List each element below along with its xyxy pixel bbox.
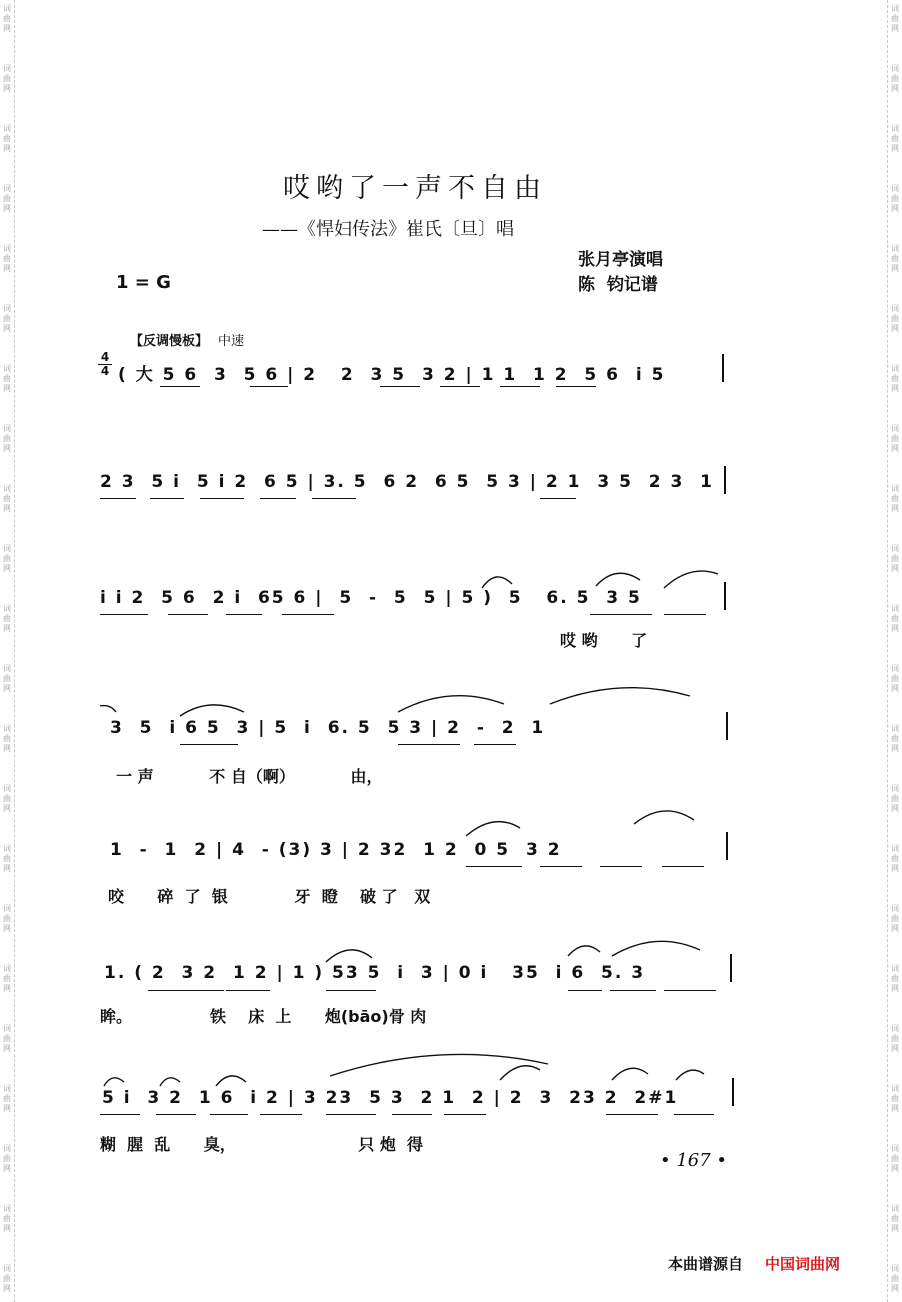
lyrics-line-3: 哎 哟 了	[560, 631, 647, 650]
rhythm-underline	[282, 614, 334, 615]
score-system-6: 1. ( 2 3 2 1 2 | 1 ) 53 5 i 3 | 0 i 35 i 6 5. 3	[104, 963, 646, 983]
watermark-text: 词 曲 网	[3, 184, 11, 213]
rhythm-underline	[100, 614, 148, 615]
watermark-text: 词 曲 网	[3, 484, 11, 513]
watermark-text: 词 曲 网	[891, 1024, 899, 1053]
slur-arc	[104, 1078, 124, 1086]
watermark-text: 词 曲 网	[891, 1084, 899, 1113]
watermark-text: 词 曲 网	[891, 544, 899, 573]
bar-line	[726, 832, 728, 860]
watermark-text: 词 曲 网	[3, 544, 11, 573]
score-system-3: i i 2 5 6 2 i 65 6 | 5 - 5 5 | 5 ) 5 6. 5 3 5	[100, 588, 642, 608]
slur-arc	[550, 688, 690, 704]
slur-arc	[596, 573, 640, 586]
slur-arc	[326, 950, 372, 962]
rhythm-underline	[392, 1114, 432, 1115]
right-watermark-strip	[887, 0, 902, 1302]
rhythm-underline	[440, 386, 480, 387]
watermark-text: 词 曲 网	[891, 244, 899, 273]
slur-arc	[466, 822, 520, 836]
slur-arc	[100, 706, 116, 712]
rhythm-underline	[326, 1114, 376, 1115]
rhythm-underline	[168, 614, 208, 615]
watermark-text: 词 曲 网	[891, 364, 899, 393]
watermark-text: 词 曲 网	[3, 244, 11, 273]
slur-arc	[612, 941, 700, 956]
rhythm-underline	[610, 990, 656, 991]
watermark-text: 词 曲 网	[3, 844, 11, 873]
tempo-marking	[130, 330, 244, 349]
bar-line	[724, 582, 726, 610]
rhythm-underline	[226, 990, 270, 991]
watermark-text: 词 曲 网	[891, 1204, 899, 1233]
watermark-text: 词 曲 网	[891, 844, 899, 873]
rhythm-underline	[150, 498, 184, 499]
performer-credit: 张月亭演唱	[578, 250, 663, 270]
watermark-text: 词 曲 网	[3, 904, 11, 933]
watermark-text: 词 曲 网	[891, 424, 899, 453]
lyrics-line-5: 咬 碎 了 银 牙 瞪 破 了 双	[108, 887, 431, 906]
watermark-text: 词 曲 网	[891, 4, 899, 33]
watermark-text: 词 曲 网	[891, 484, 899, 513]
score-system-4: 3 5 i 6 5 3 | 5 i 6. 5 5 3 | 2 - 2 1	[110, 718, 546, 738]
watermark-text: 词 曲 网	[891, 784, 899, 813]
rhythm-underline	[380, 386, 420, 387]
rhythm-underline	[398, 744, 460, 745]
watermark-text: 词 曲 网	[891, 184, 899, 213]
watermark-text: 词 曲 网	[3, 64, 11, 93]
slur-arc	[482, 577, 512, 588]
rhythm-underline	[590, 614, 652, 615]
rhythm-underline	[444, 1114, 486, 1115]
watermark-text: 词 曲 网	[891, 664, 899, 693]
watermark-text: 词 曲 网	[891, 1264, 899, 1293]
watermark-text: 词 曲 网	[891, 64, 899, 93]
slur-arc	[398, 696, 504, 712]
time-signature-bottom: 4	[100, 364, 110, 378]
credits	[578, 248, 663, 298]
bar-line	[722, 354, 724, 382]
watermark-text: 词 曲 网	[3, 1084, 11, 1113]
lyrics-line-6: 眸。 铁 床 上 炮(bāo)骨 肉	[100, 1007, 427, 1026]
source-footer	[668, 1253, 840, 1274]
score-system-5: 1 - 1 2 | 4 - (3) 3 | 2 32 1 2 0 5 3 2	[110, 840, 562, 860]
watermark-text: 词 曲 网	[3, 424, 11, 453]
rhythm-underline	[312, 498, 356, 499]
watermark-text: 词 曲 网	[3, 1144, 11, 1173]
watermark-text: 词 曲 网	[3, 1204, 11, 1233]
rhythm-underline	[540, 866, 582, 867]
rhythm-underline	[600, 866, 642, 867]
time-signature-top: 4	[100, 350, 110, 364]
watermark-text: 词 曲 网	[891, 964, 899, 993]
watermark-text: 词 曲 网	[3, 784, 11, 813]
rhythm-underline	[260, 1114, 302, 1115]
rhythm-underline	[500, 386, 540, 387]
footer-brand-link[interactable]: 中国词曲网	[765, 1255, 841, 1273]
watermark-text: 词 曲 网	[3, 364, 11, 393]
tempo-speed: 中速	[218, 334, 245, 349]
key-signature: 1 = G	[116, 272, 171, 293]
rhythm-underline	[226, 614, 262, 615]
watermark-text: 词 曲 网	[891, 1144, 899, 1173]
transcriber-credit: 陈 钧记谱	[578, 275, 658, 295]
rhythm-underline	[674, 1114, 714, 1115]
tempo-label: 【反调慢板】	[130, 334, 209, 349]
rhythm-underline	[180, 744, 238, 745]
slur-arc	[500, 1066, 540, 1080]
rhythm-underline	[556, 386, 596, 387]
rhythm-underline	[148, 990, 224, 991]
footer-source-label: 本曲谱源自	[668, 1255, 744, 1273]
watermark-text: 词 曲 网	[3, 724, 11, 753]
score-system-2: 2 3 5 i 5 i 2 6 5 | 3. 5 6 2 6 5 5 3 | 2 1 3 5 2 3 1	[100, 472, 714, 492]
rhythm-underline	[250, 386, 288, 387]
watermark-text: 词 曲 网	[3, 124, 11, 153]
rhythm-underline	[200, 498, 244, 499]
watermark-text: 词 曲 网	[3, 964, 11, 993]
watermark-text: 词 曲 网	[891, 124, 899, 153]
score-system-1: ( 大 5 6 3 5 6 | 2 2 3 5 3 2 | 1 1 1 2 5 6 i 5	[118, 365, 666, 385]
score-system-7: 5 i 3 2 1 6 i 2 | 3 23 5 3 2 1 2 | 2 3 23 2 2#1	[102, 1088, 679, 1108]
watermark-text: 词 曲 网	[3, 1024, 11, 1053]
slur-arc	[568, 946, 600, 956]
watermark-text: 词 曲 网	[3, 304, 11, 333]
watermark-text: 词 曲 网	[3, 1264, 11, 1293]
time-signature	[98, 351, 112, 378]
rhythm-underline	[156, 1114, 196, 1115]
watermark-text: 词 曲 网	[3, 604, 11, 633]
watermark-text: 词 曲 网	[3, 4, 11, 33]
watermark-text: 词 曲 网	[891, 304, 899, 333]
rhythm-underline	[540, 498, 576, 499]
rhythm-underline	[664, 990, 716, 991]
page-number: • 167 •	[660, 1150, 728, 1171]
bar-line	[730, 954, 732, 982]
watermark-text: 词 曲 网	[891, 604, 899, 633]
rhythm-underline	[664, 614, 706, 615]
bar-line	[726, 712, 728, 740]
lyrics-line-4: 一 声 不 自（啊） 由，	[116, 767, 383, 786]
rhythm-underline	[100, 498, 136, 499]
slur-arc	[664, 571, 718, 588]
slur-arc	[180, 705, 244, 716]
slur-arc	[634, 811, 694, 824]
slur-arc	[160, 1078, 180, 1086]
rhythm-underline	[474, 744, 516, 745]
rhythm-underline	[210, 1114, 248, 1115]
rhythm-underline	[568, 990, 602, 991]
slur-arc	[330, 1054, 548, 1076]
rhythm-underline	[260, 498, 296, 499]
rhythm-underline	[466, 866, 522, 867]
rhythm-underline	[662, 866, 704, 867]
slur-arc	[612, 1068, 648, 1080]
watermark-text: 词 曲 网	[3, 664, 11, 693]
song-title: 哎哟了一声不自由	[283, 173, 547, 204]
bar-line	[724, 466, 726, 494]
slur-arc	[676, 1070, 704, 1080]
song-subtitle: ——《悍妇传法》崔氏〔旦〕唱	[262, 219, 514, 240]
watermark-text: 词 曲 网	[891, 904, 899, 933]
rhythm-underline	[160, 386, 200, 387]
lyrics-line-7: 糊 腥 乱 臭， 只 炮 得	[100, 1135, 423, 1154]
watermark-text: 词 曲 网	[891, 724, 899, 753]
bar-line	[732, 1078, 734, 1106]
rhythm-underline	[326, 990, 376, 991]
slur-arc	[216, 1076, 246, 1086]
rhythm-underline	[100, 1114, 140, 1115]
rhythm-underline	[606, 1114, 658, 1115]
